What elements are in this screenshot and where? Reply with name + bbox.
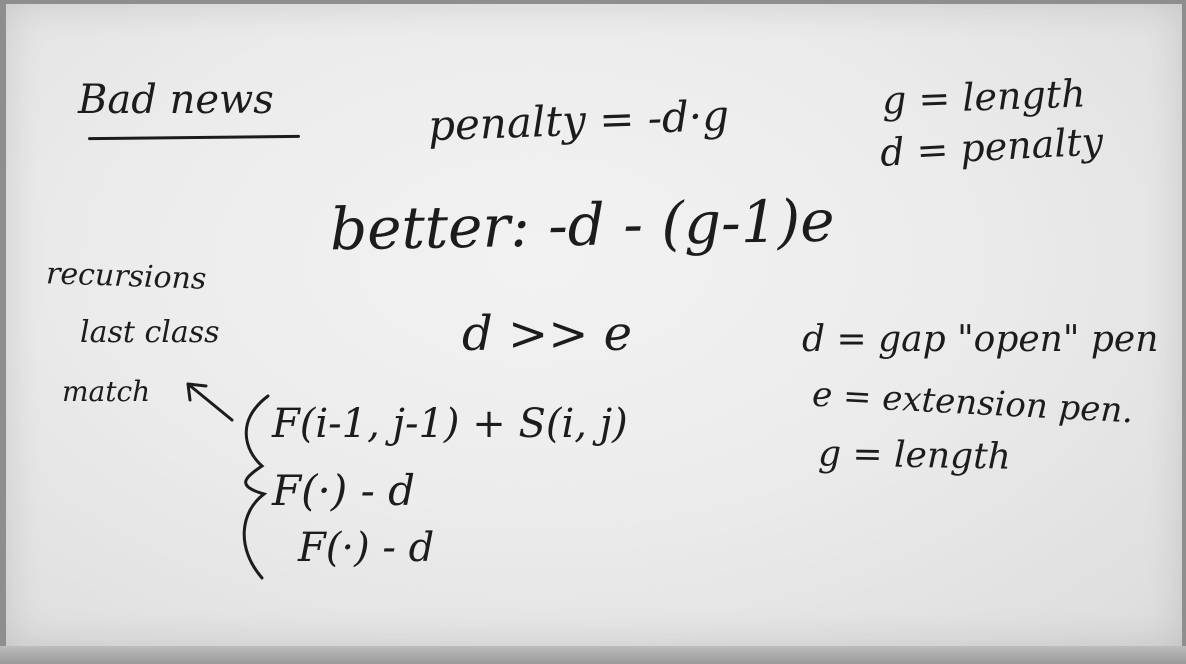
note-match: match [62,375,151,408]
penalty-equation: penalty = -d·g [427,90,730,151]
definition-e-extension: e = extension pen. [811,374,1135,432]
arrow-to-match [188,384,232,420]
note-last-class: last class [80,315,220,350]
recurrence-case-gap-2: F(·) - d [298,525,435,571]
better-equation: better: -d - (g-1)e [329,186,836,264]
definition-g-length: g = length [881,71,1087,123]
curly-brace [244,396,268,578]
heading-bad-news: Bad news [78,77,274,123]
definition-d-penalty: d = penalty [879,119,1105,175]
d-much-greater-e: d >> e [462,306,633,362]
definition-d-gap-open: d = gap "open" pen [802,319,1159,360]
definition-g-length-2: g = length [817,433,1012,478]
recurrence-case-gap-1: F(·) - d [272,466,416,515]
recurrence-case-match: F(i-1, j-1) + S(i, j) [272,401,628,447]
note-recursions: recursions [45,256,207,297]
